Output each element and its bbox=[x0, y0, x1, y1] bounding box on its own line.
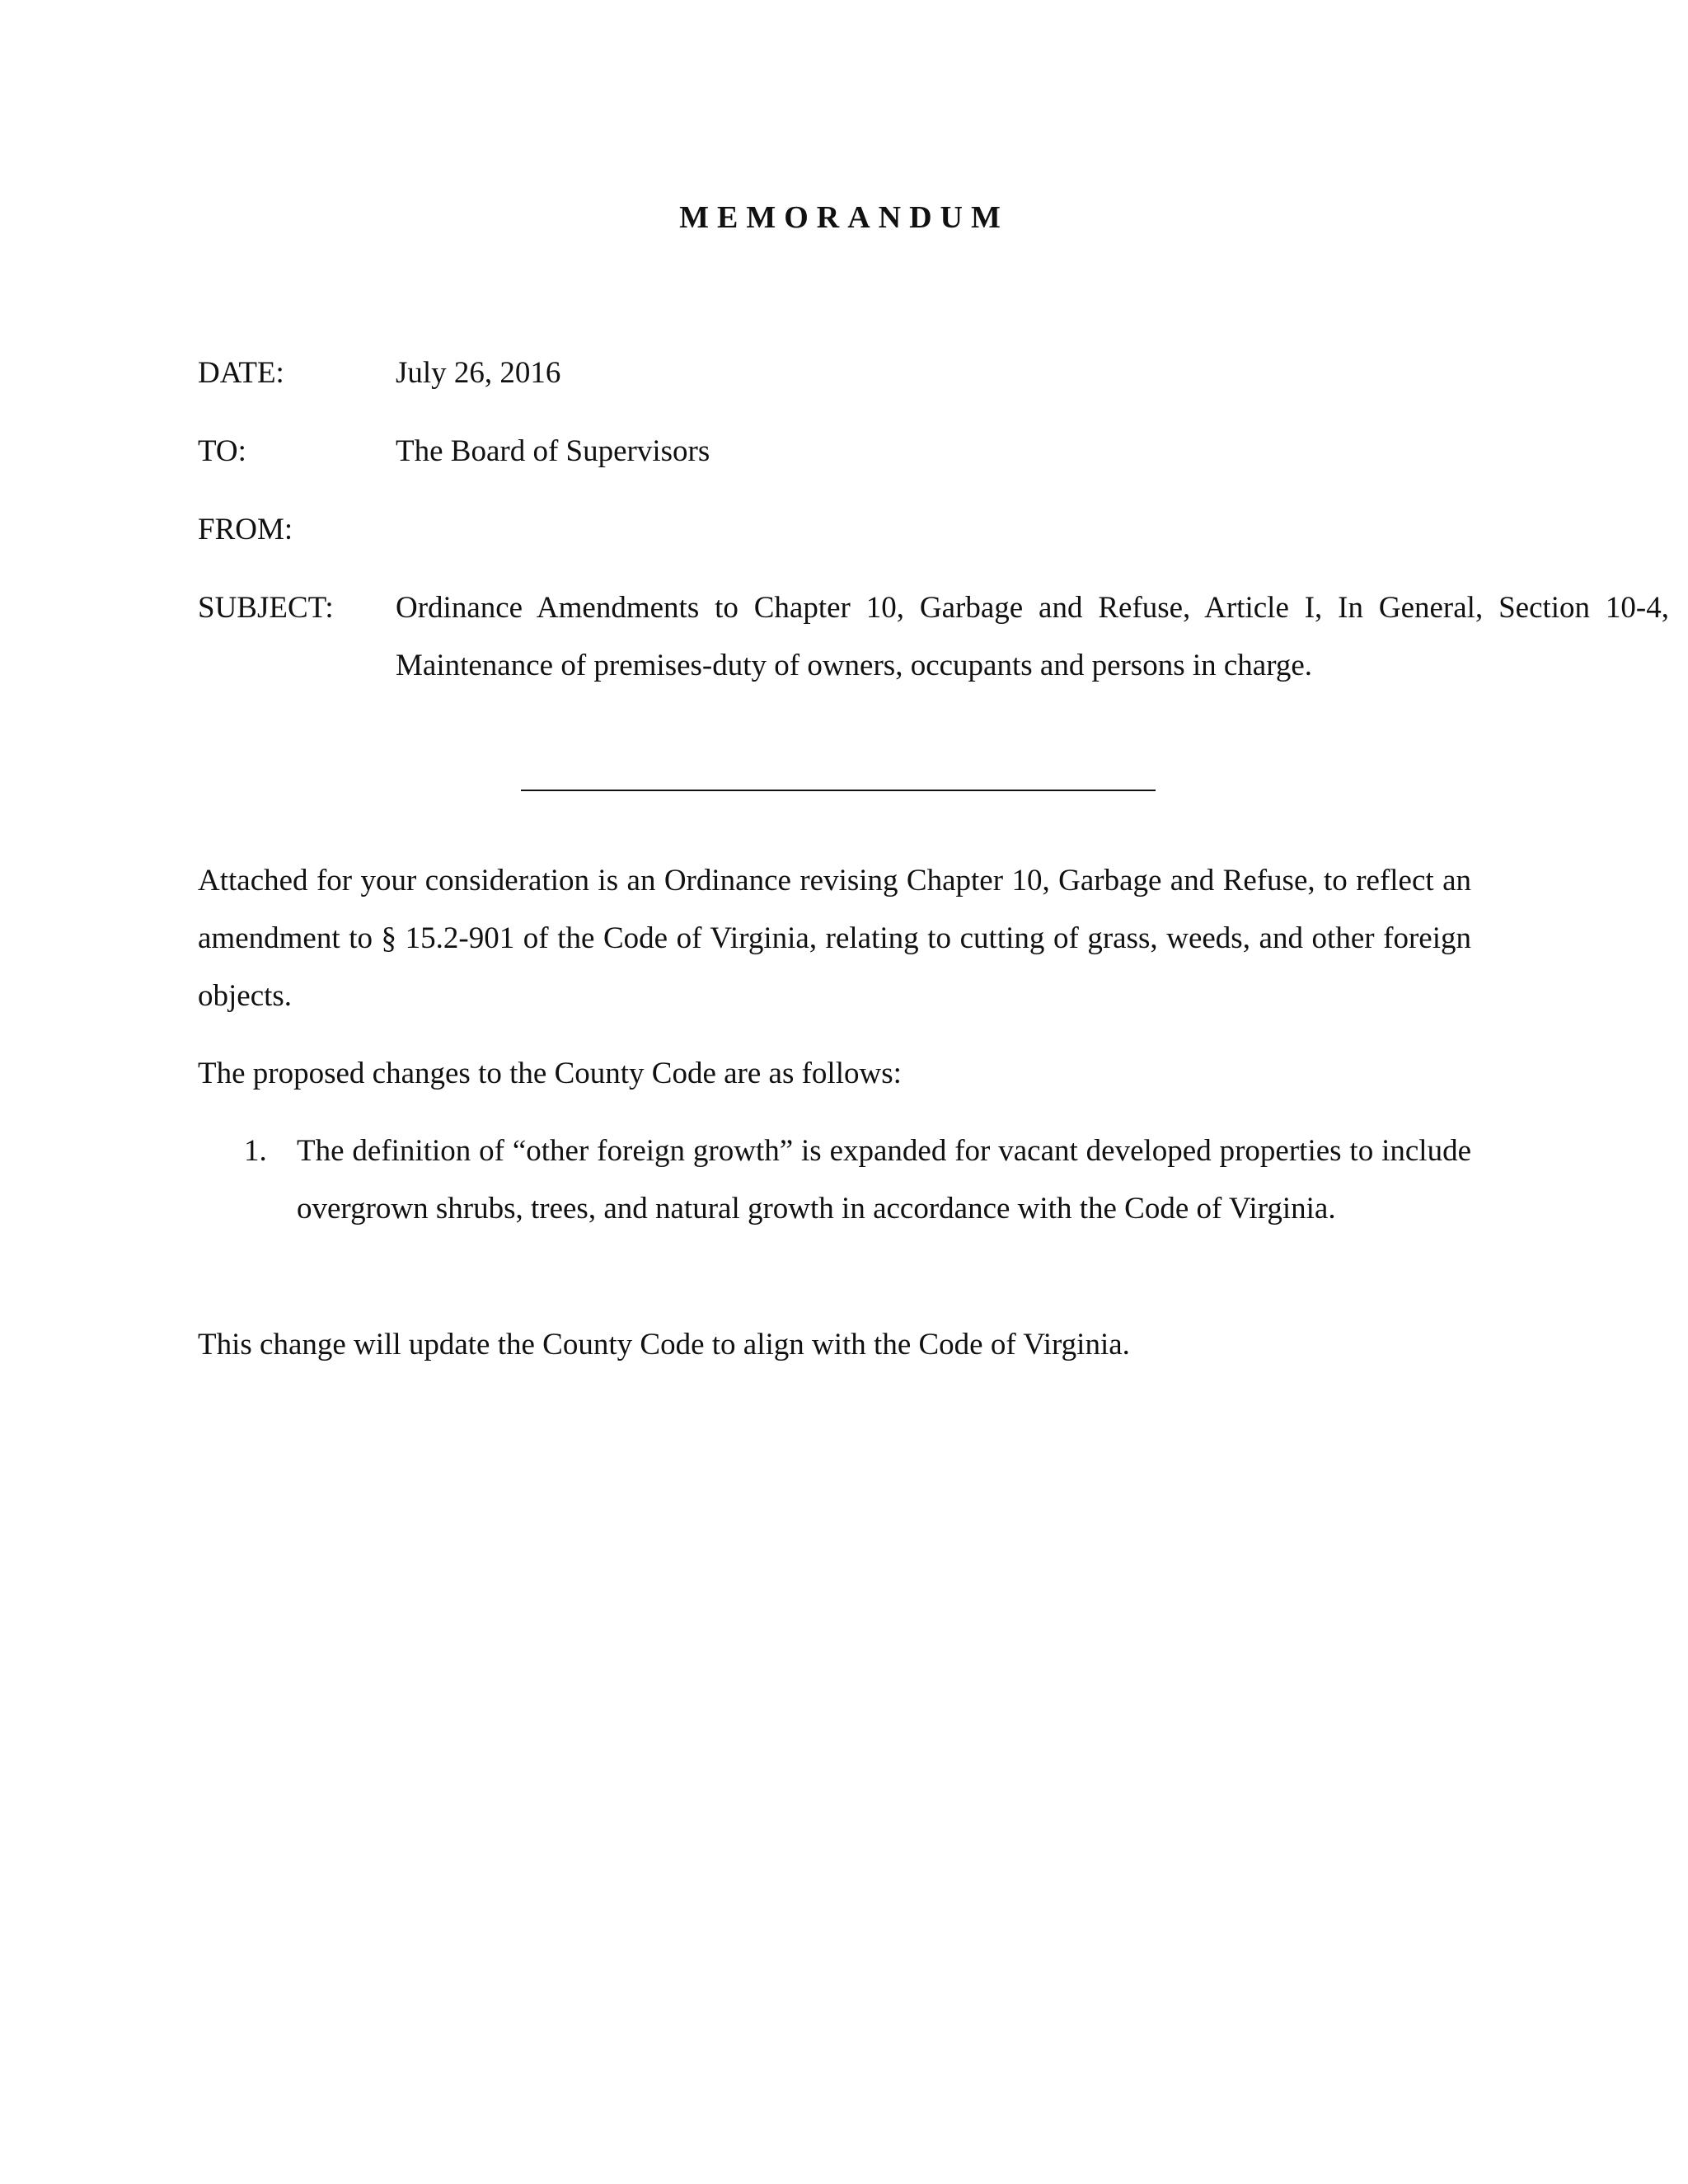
list-item-number: 1. bbox=[244, 1134, 267, 1168]
to-value: The Board of Supervisors bbox=[396, 434, 710, 468]
date-label: DATE: bbox=[198, 356, 284, 390]
date-value: July 26, 2016 bbox=[396, 356, 561, 390]
list-item-text: The definition of “other foreign growth” is expanded for vacant developed properties to include overgrown shrubs, trees, and natural growth in accordance with the Code of Virginia. bbox=[297, 1134, 1471, 1226]
from-label: FROM: bbox=[198, 513, 293, 546]
subject-label: SUBJECT: bbox=[198, 591, 334, 625]
subject-value: Ordinance Amendments to Chapter 10, Garbage and Refuse, Article I, In General, Section 10-4, Maintenance of premises-duty of owners, occupants and persons in charge. bbox=[396, 591, 1669, 682]
body-paragraph-1: Attached for your consideration is an Ordinance revising Chapter 10, Garbage and Refuse, to reflect an amendment to § 15.2-901 of the Code of Virginia, relating to cutting of grass, weeds, and other foreign objects. bbox=[198, 864, 1471, 1013]
to-label: TO: bbox=[198, 434, 246, 468]
body-paragraph-2: The proposed changes to the County Code are as follows: bbox=[198, 1057, 902, 1090]
separator-rule bbox=[521, 790, 1156, 791]
memo-title: MEMORANDUM bbox=[679, 200, 1009, 235]
body-paragraph-3: This change will update the County Code to align with the Code of Virginia. bbox=[198, 1328, 1130, 1361]
